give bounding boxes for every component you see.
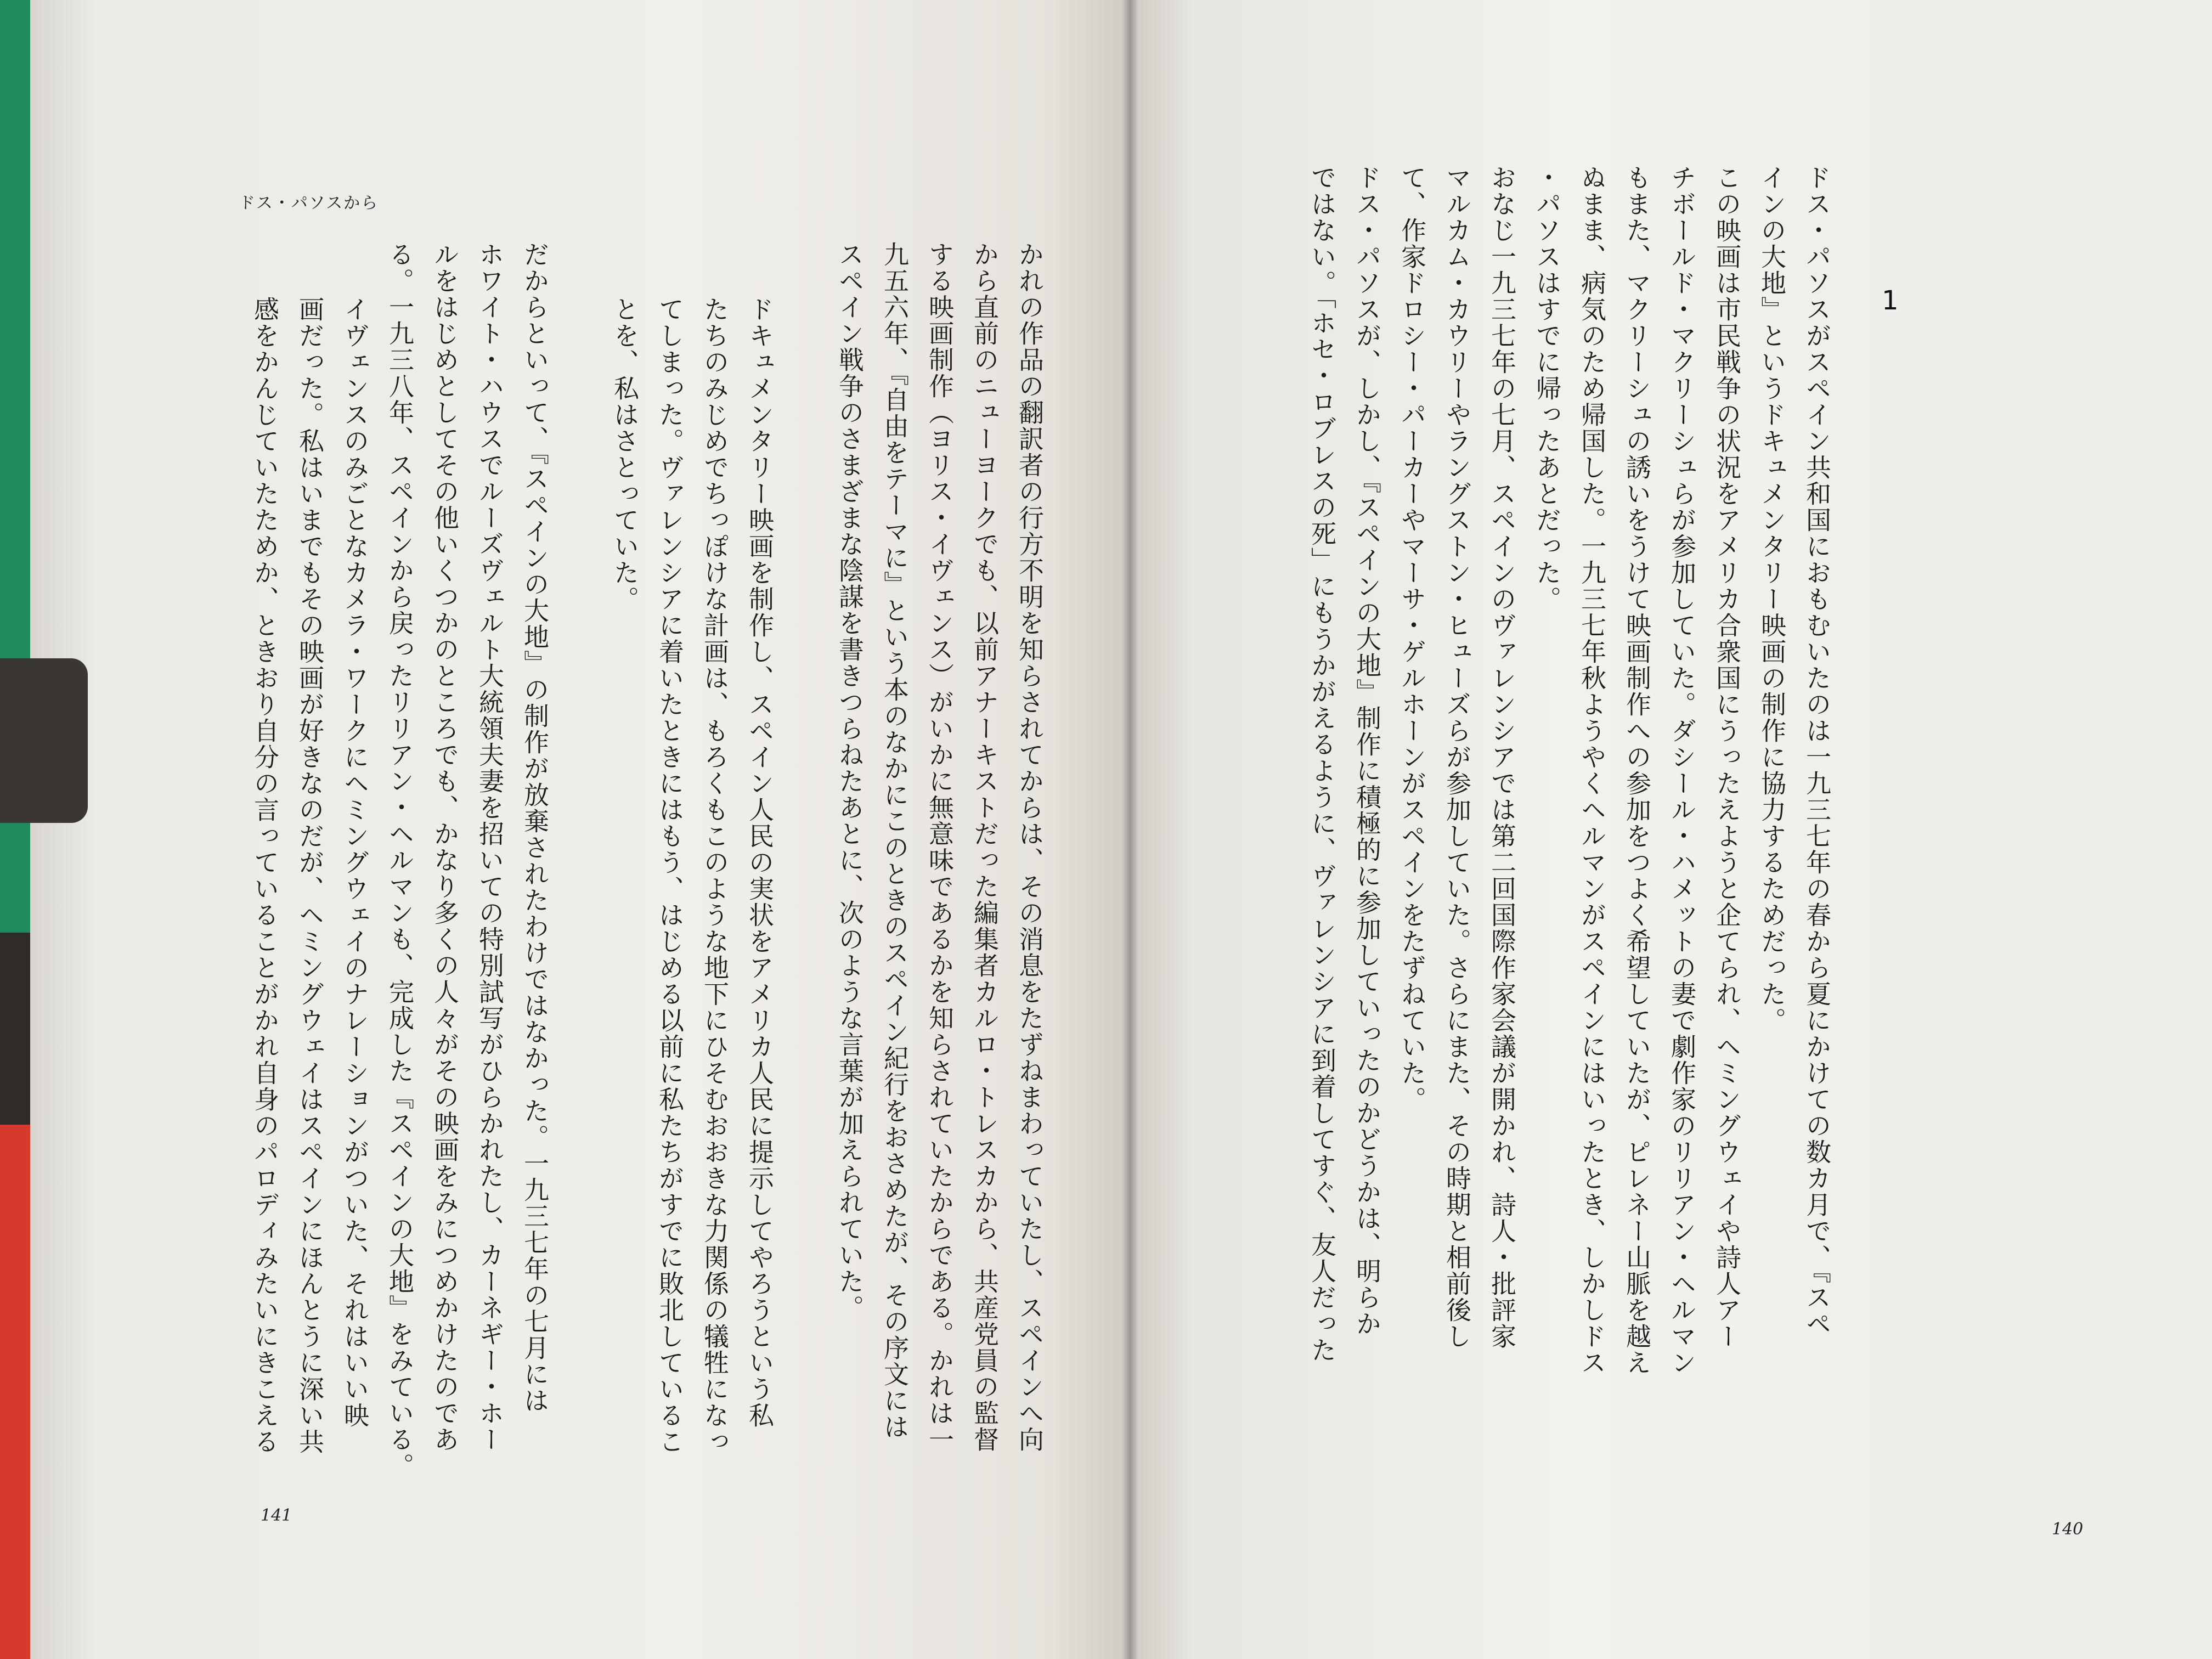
- running-head: ドス・パソスから: [239, 194, 379, 213]
- text-line: おなじ一九三七年の七月、スペインのヴァレンシアでは第二回国際作家会議が開かれ、詩人・批評家: [1487, 165, 1517, 1350]
- text-line: ぬまま、病気のため帰国した。一九三七年秋ようやくヘルマンがスペインにはいったとき、しかしドス: [1577, 165, 1607, 1376]
- quote-line: とを、私はさとっていた。: [610, 296, 640, 612]
- right-page: [1130, 0, 2212, 1659]
- text-line: ホワイト・ハウスでルーズヴェルト大統領夫妻を招いての特別試写がひらかれたし、カーネギー・ホー: [475, 241, 505, 1453]
- text-line: から直前のニューヨークでも、以前アナーキストだった編集者カルロ・トレスカから、共産党員の監督: [970, 241, 1000, 1453]
- text-line: て、作家ドロシー・パーカーやマーサ・ゲルホーンがスペインをたずねていた。: [1397, 165, 1427, 1113]
- quote-line: イヴェンスのみごとなカメラ・ワークにヘミングウェイのナレーションがついた、それはいい映: [340, 296, 370, 1429]
- text-line: インの大地』というドキュメンタリー映画の制作に協力するためだった。: [1757, 165, 1787, 1034]
- page-number-right: 140: [2052, 1520, 2084, 1539]
- chapter-number: 1: [1882, 285, 1899, 316]
- text-line: する映画制作（ヨリス・イヴェンス）がいかに無意味であるかを知らされていたからである。かれは一: [925, 241, 955, 1453]
- text-line: かれの作品の翻訳者の行方不明を知らされてからは、その消息をたずねまわっていたし、スペインへ向: [1015, 241, 1045, 1453]
- text-line: ドス・パソスがスペイン共和国におもむいたのは一九三七年の春から夏にかけての数カ月で、『スペ: [1802, 165, 1832, 1337]
- quote-line: ドキュメンタリー映画を制作し、スペイン人民の実状をアメリカ人民に提示してやろうという私: [745, 296, 775, 1429]
- text-line: ドス・パソスが、しかし、『スペインの大地』制作に積極的に参加していったのかどうかは、明らか: [1352, 165, 1382, 1337]
- quote-line: 感をかんじていたためか、ときおり自分の言っていることがかれ自身のパロディみたいにきこえる: [250, 296, 280, 1455]
- page-clip: [0, 658, 88, 823]
- page-number-left: 141: [261, 1506, 292, 1525]
- quote-line: 画だった。私はいまでもその映画が好きなのだが、ヘミングウェイはスペインにほんとうに深い共: [295, 296, 325, 1455]
- text-line: ではない。「ホセ・ロブレスの死」にもうかがえるように、ヴァレンシアに到着してすぐ、友人だった: [1307, 165, 1337, 1363]
- text-line: この映画は市民戦争の状況をアメリカ合衆国にうったえようと企てられ、ヘミングウェイや詩人アー: [1712, 165, 1742, 1350]
- text-line: もまた、マクリーシュの誘いをうけて映画制作への参加をつよく希望していたが、ピレネー山脈を越え: [1622, 165, 1652, 1376]
- left-page: [30, 0, 1130, 1659]
- text-line: ルをはじめとしてその他いくつかのところでも、かなり多くの人々がその映画をみにつめかけたのであ: [430, 241, 460, 1453]
- quote-line: たちのみじめでちっぽけな計画は、もろくもこのような地下にひそむおおきな力関係の犠牲になっ: [700, 296, 730, 1455]
- quote-line: てしまった。ヴァレンシアに着いたときにはもう、はじめる以前に私たちがすでに敗北しているこ: [655, 296, 685, 1455]
- text-line: る。一九三八年、スペインから戻ったリリアン・ヘルマンも、完成した『スペインの大地』をみている。: [385, 241, 415, 1479]
- text-line: マルカム・カウリーやラングストン・ヒューズらが参加していた。さらにまた、その時期と相前後し: [1442, 165, 1472, 1350]
- text-line: スペイン戦争のさまざまな陰謀を書きつらねたあとに、次のような言葉が加えられていた。: [835, 241, 865, 1321]
- text-line: チボールド・マクリーシュらが参加していた。ダシール・ハメットの妻で劇作家のリリアン・ヘルマン: [1667, 165, 1697, 1376]
- text-line: ・パソスはすでに帰ったあとだった。: [1532, 165, 1562, 612]
- text-line: 九五六年、『自由をテーマに』という本のなかにこのときのスペイン紀行をおさめたが、その序文には: [880, 241, 910, 1440]
- book-gutter: [1122, 0, 1138, 1659]
- text-line: だからといって、『スペインの大地』の制作が放棄されたわけではなかった。一九三七年の七月には: [520, 241, 550, 1414]
